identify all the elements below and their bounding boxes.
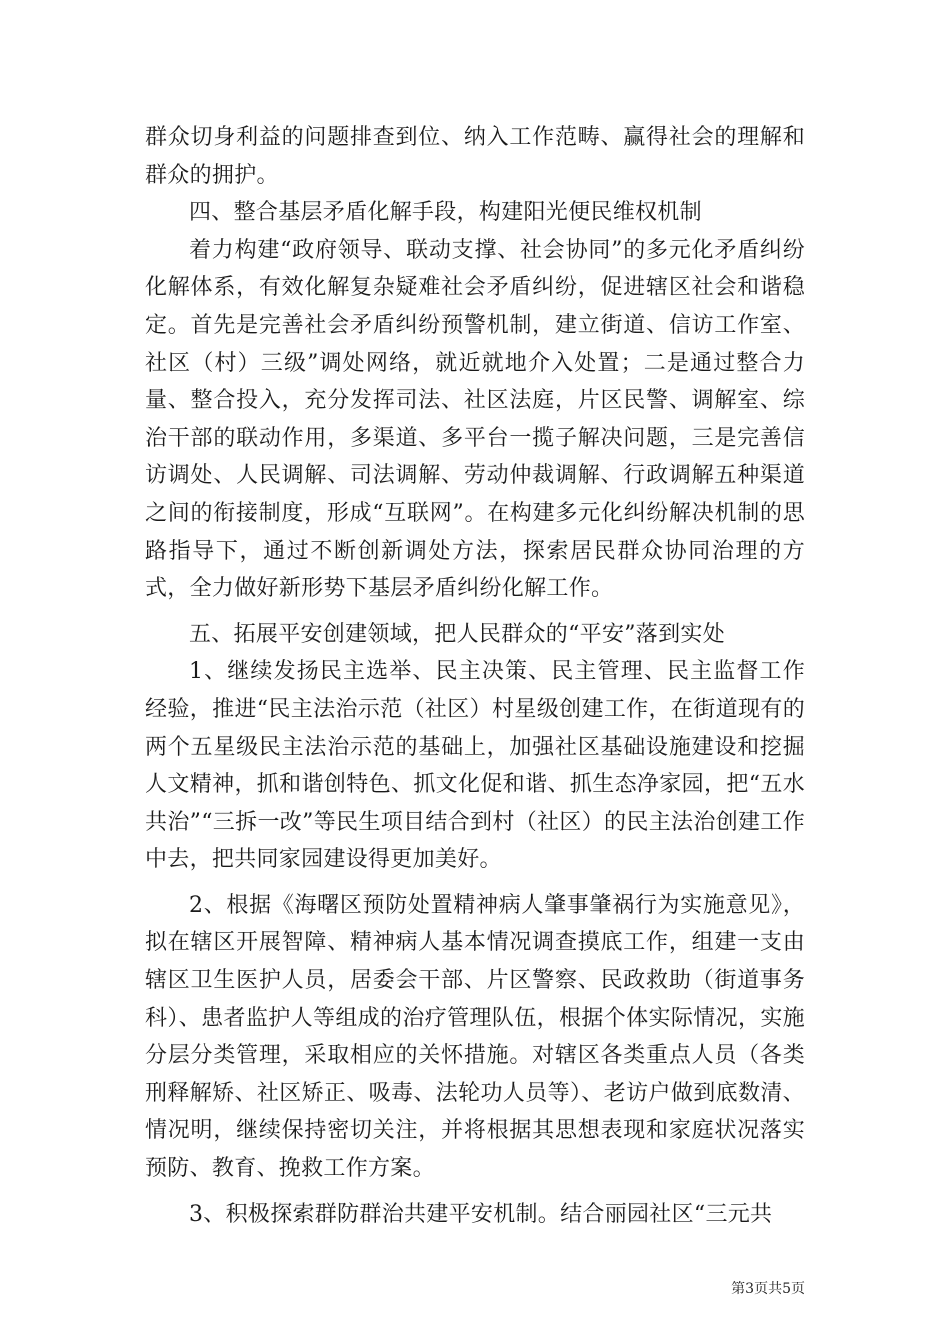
paragraph-mediation-system: 着力构建“政府领导、联动支撑、社会协同”的多元化矛盾纠纷化解体系，有效化解复杂疑难社会矛盾纠纷，促进辖区社会和谐稳定。首先是完善社会矛盾纠纷预警机制，建立街道、信访工作室、社区（村）三级”调处网络，就近就地介入处置；二是通过整合力量、整合投入，充分发挥司法、社区法庭，片区民警、调解室、综治干部的联动作用，多渠道、多平台一揽子解决问题，三是完善信访调处、人民调解、司法调解、劳动仲裁调解、行政调解五种渠道之间的衔接制度，形成“互联网”。在构建多元化纠纷解决机制的思路指导下，通过不断创新调处方法，探索居民群众协同治理的方式，全力做好新形势下基层矛盾纠纷化解工作。 [145, 237, 805, 602]
page-number: 第3页共5页 [731, 1281, 805, 1297]
paragraph-continuation: 群众切身利益的问题排查到位、纳入工作范畴、赢得社会的理解和群众的拥护。 [145, 125, 805, 188]
document-body [145, 119, 805, 1233]
paragraph-gap [145, 608, 805, 616]
paragraph-gap [145, 879, 805, 887]
section-heading-five: 五、拓展平安创建领域，把人民群众的“平安”落到实处 [189, 621, 725, 647]
section-heading-four: 四、整合基层矛盾化解手段，构建阳光便民维权机制 [189, 200, 702, 226]
paragraph-item-2: 2、根据《海曙区预防处置精神病人肇事肇祸行为实施意见》，拟在辖区开展智障、精神病人基本情况调查摸底工作，组建一支由辖区卫生医护人员，居委会干部、片区警察、民政救助（街道事务科）、患者监护人等组成的治疗管理队伍，根据个体实际情况，实施分层分类管理，采取相应的关怀措施。对辖区各类重点人员（各类刑释解矫、社区矫正、吸毒、法轮功人员等）、老访户做到底数清、情况明，继续保持密切关注，并将根据其思想表现和家庭状况落实预防、教育、挽救工作方案。 [145, 892, 805, 1182]
paragraph-item-3: 3、积极探索群防群治共建平安机制。结合丽园社区“三元共 [189, 1201, 773, 1227]
paragraph-gap [145, 1188, 805, 1196]
paragraph-item-1: 1、继续发扬民主选举、民主决策、民主管理、民主监督工作经验，推进“民主法治示范（社区）村星级创建工作，在街道现有的两个五星级民主法治示范的基础上，加强社区基础设施建设和挖掘人文精神，抓和谐创特色、抓文化促和谐、抓生态净家园，把“五水共治”“三拆一改”等民生项目结合到村（社区）的民主法治创建工作中去，把共同家园建设得更加美好。 [145, 659, 805, 873]
